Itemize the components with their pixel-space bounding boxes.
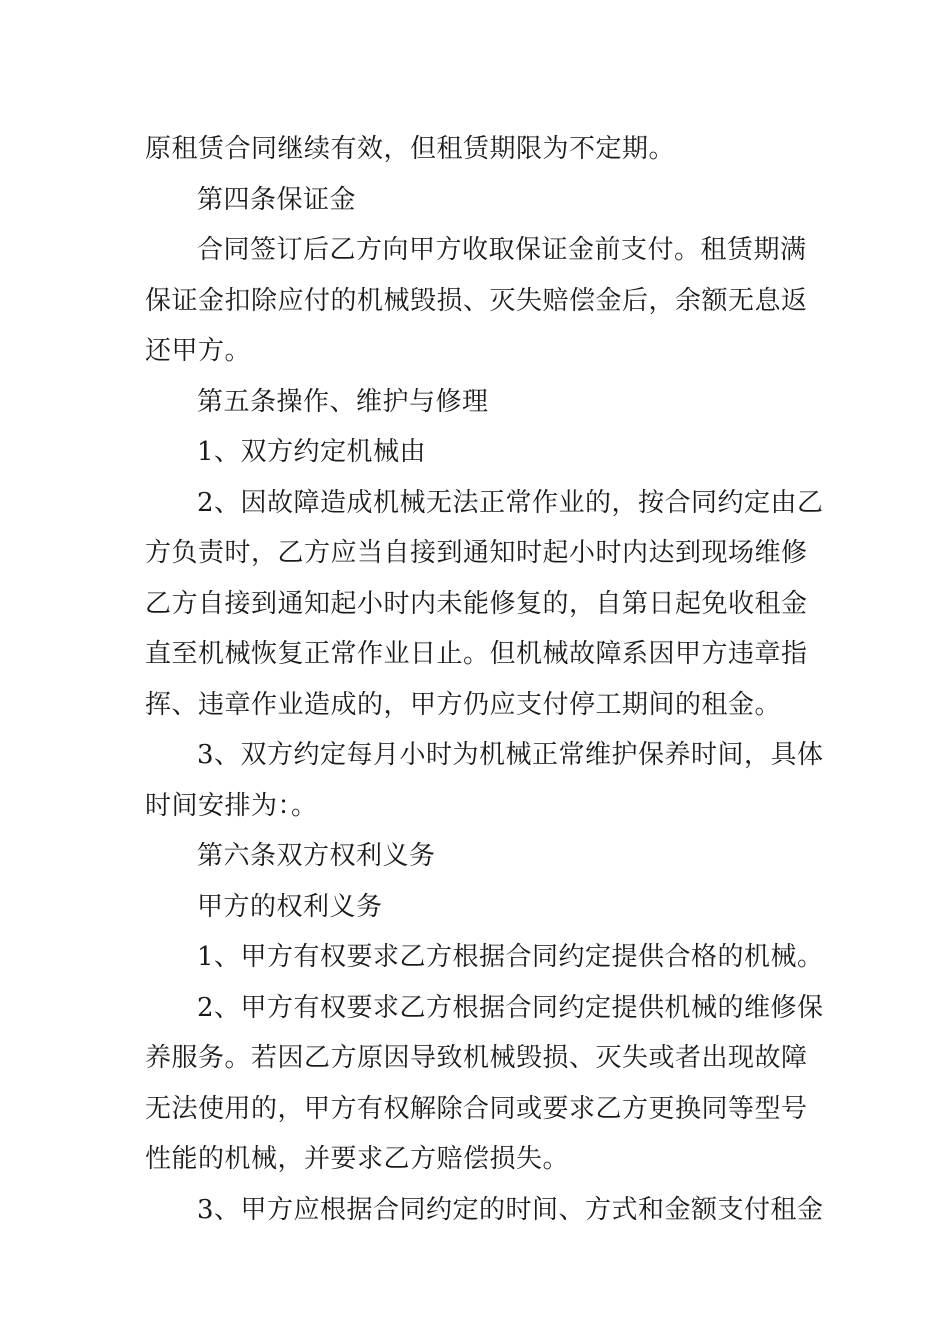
text-line-9: 方负责时，乙方应当自接到通知时起小时内达到现场维修 [145,538,808,568]
document-body [145,124,824,1235]
section-heading-5: 第五条操作、维护与修理 [197,386,489,417]
text-line-21: 性能的机械，并要求乙方赔偿损失。 [145,1144,570,1174]
text-line-4: 保证金扣除应付的机械毁损、灭失赔偿金后，余额无息返 [145,285,808,316]
text-line-8: 2、因故障造成机械无法正常作业的，按合同约定由乙 [197,487,824,518]
text-line-7: 1、双方约定机械由 [197,437,427,467]
text-line-20: 无法使用的，甲方有权解除合同或要求乙方更换同等型号 [145,1093,808,1124]
text-line-11: 直至机械恢复正常作业日止。但机械故障系因甲方违章指 [145,639,808,669]
text-line-12: 挥、违章作业造成的，甲方仍应支付停工期间的租金。 [145,689,782,720]
text-line-1: 原租赁合同继续有效，但租赁期限为不定期。 [145,134,676,164]
subsection-heading: 甲方的权利义务 [197,891,383,922]
text-line-19: 养服务。若因乙方原因导致机械毁损、灭失或者出现故障 [145,1043,808,1073]
section-heading-6: 第六条双方权利义务 [197,841,436,871]
text-line-14: 时间安排为：。 [145,790,318,821]
text-line-17: 1、甲方有权要求乙方根据合同约定提供合格的机械。 [197,942,824,972]
text-line-18: 2、甲方有权要求乙方根据合同约定提供机械的维修保 [197,992,824,1023]
text-line-3: 合同签订后乙方向甲方收取保证金前支付。租赁期满 [197,235,807,265]
section-heading-4: 第四条保证金 [197,184,357,215]
text-line-22: 3、甲方应根据合同约定的时间、方式和金额支付租金 [197,1194,824,1225]
text-line-13: 3、双方约定每月小时为机械正常维护保养时间，具体 [197,740,824,770]
text-line-5: 还甲方。 [145,336,252,366]
text-line-10: 乙方自接到通知起小时内未能修复的，自第日起免收租金 [145,588,808,619]
